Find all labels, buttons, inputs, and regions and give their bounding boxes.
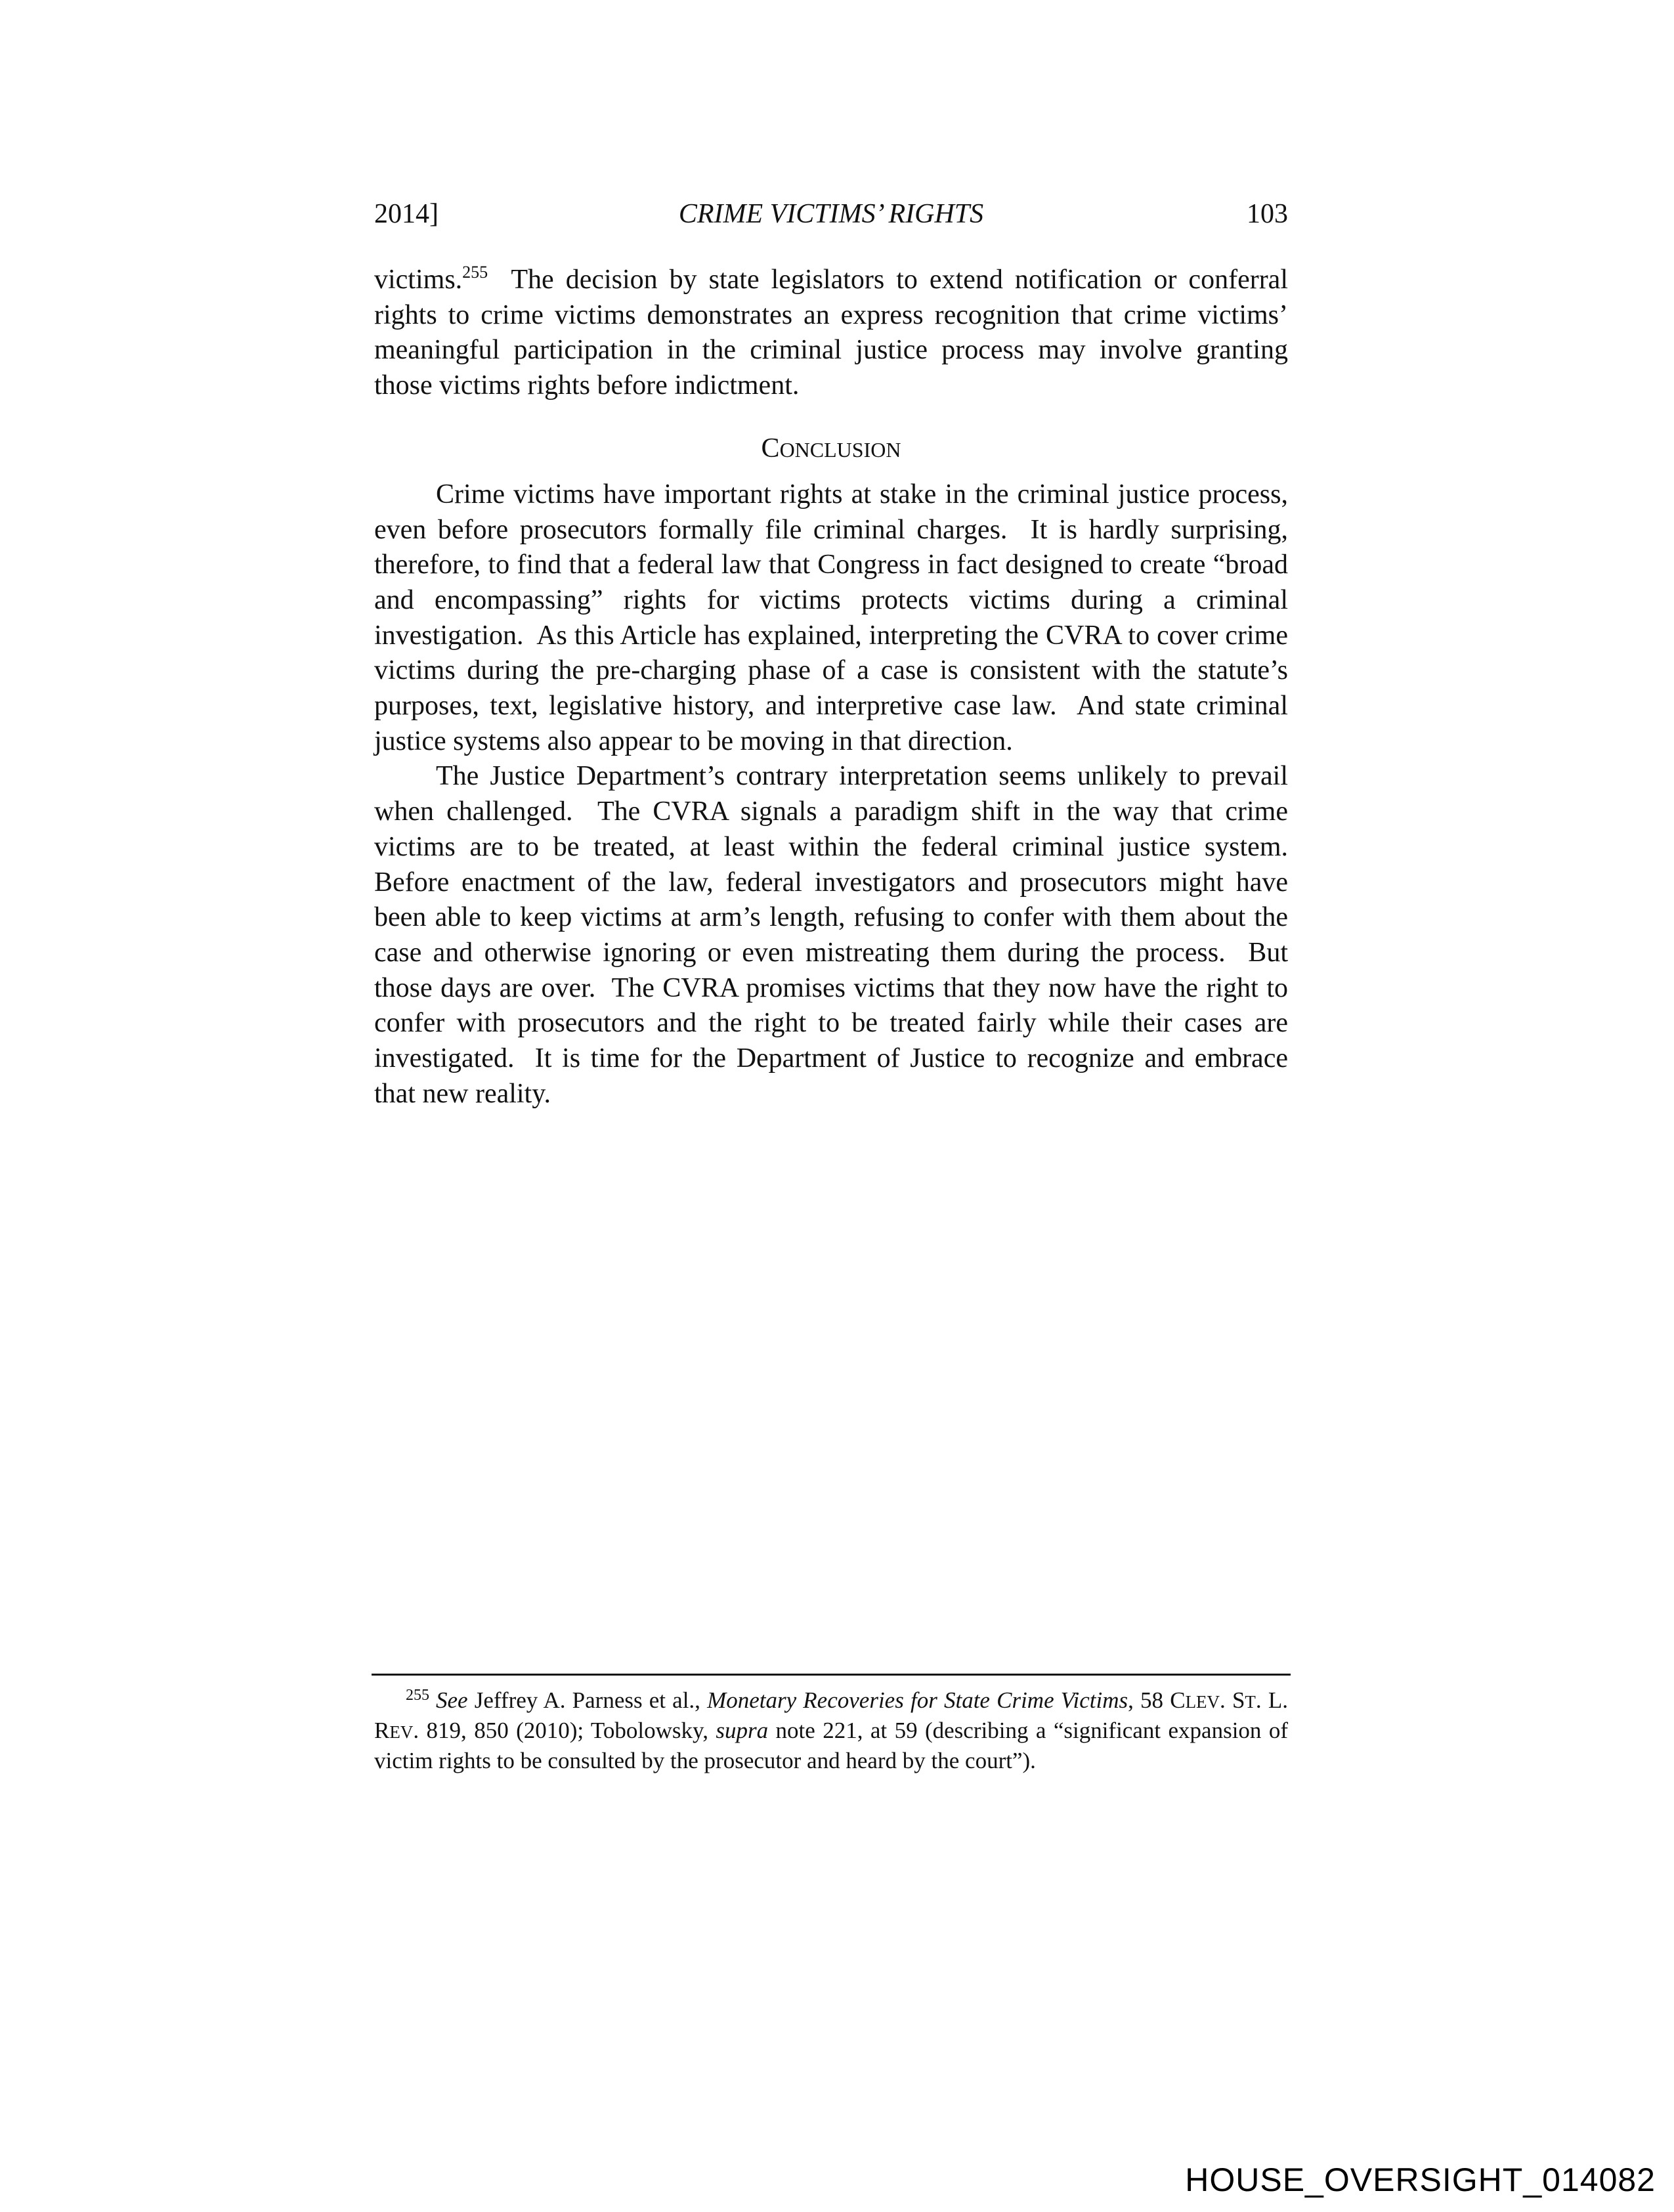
- footnote-text: . 819, 850 (2010); Tobolowsky,: [413, 1718, 716, 1743]
- footnote-reference: 255: [462, 263, 488, 282]
- footnote-smallcaps: EV: [389, 1722, 414, 1742]
- running-header: [374, 194, 1288, 234]
- heading-first-letter: C: [761, 433, 780, 464]
- header-title: CRIME VICTIMS’ RIGHTS: [678, 199, 984, 229]
- opening-rest: The decision by state legislators to extend notification or conferral rights to crime victims demonstrates an express recognition that crime victims’ meaningful participation in the criminal justice process may involve granting those victims rights before indictment.: [374, 265, 1295, 401]
- paragraph: Crime victims have important rights at stake in the criminal justice process, even before prosecutors formally file criminal charges. It is hardly surprising, therefore, to find that a federal law that Congress in fact designed to create “broad and encompassing” rights for victims protects victims during a criminal investigation. As this Article has explained, interpreting the CVRA to cover crime victims during the pre-charging phase of a case is consistent with the statute’s purposes, text, legislative history, and interpretive case law. And state criminal justice systems also appear to be moving in that direction.: [374, 479, 1295, 756]
- paragraph: The Justice Department’s contrary interpretation seems unlikely to prevail when challenged. The CVRA signals a paradigm shift in the way that crime victims are to be treated, at least within the federal criminal justice system. Before enactment of the law, federal investigators and prosecutors might have been able to keep victims at arm’s length, refusing to confer with them about the case and otherwise ignoring or even mistreating them during the process. But those days are over. The CVRA promises victims that they now have the right to confer with prosecutors and the right to be treated fairly while their cases are investigated. It is time for the Department of Justice to recognize and embrace that new reality.: [374, 761, 1302, 1109]
- footnote-number: 255: [406, 1687, 429, 1704]
- footnote-signal: See: [436, 1687, 468, 1713]
- footnote-smallcaps: T: [1245, 1692, 1256, 1712]
- footnote-article-title: Monetary Recoveries for State Crime Victims: [707, 1687, 1128, 1713]
- footnote-text: Jeffrey A. Parness et al.,: [467, 1687, 708, 1713]
- footnote-text: note 221, at 59 (describing a “significant expansion of victim rights to be consulted by the prosecutor and heard by the court”).: [374, 1718, 1294, 1773]
- footnote: [374, 1686, 1294, 1775]
- header-year: 2014]: [374, 199, 439, 229]
- footnote-text: , 58 C: [1128, 1687, 1186, 1713]
- opening-start: victims.: [374, 265, 463, 295]
- page-number: 103: [1247, 199, 1288, 229]
- footnotes: [374, 1686, 1294, 1775]
- bates-number: HOUSE_OVERSIGHT_014082: [1185, 2161, 1656, 2198]
- opening-paragraph: [374, 263, 1295, 404]
- footnote-smallcaps: LEV: [1185, 1692, 1220, 1712]
- footnote-supra: supra: [716, 1718, 769, 1743]
- footnote-divider: [372, 1674, 1291, 1676]
- main-text: [374, 263, 1302, 1112]
- heading-rest: ONCLUSION: [779, 437, 901, 462]
- footnote-text: . S: [1220, 1687, 1245, 1713]
- section-heading: [374, 430, 1288, 468]
- footnote-text: . L. R: [374, 1687, 1294, 1743]
